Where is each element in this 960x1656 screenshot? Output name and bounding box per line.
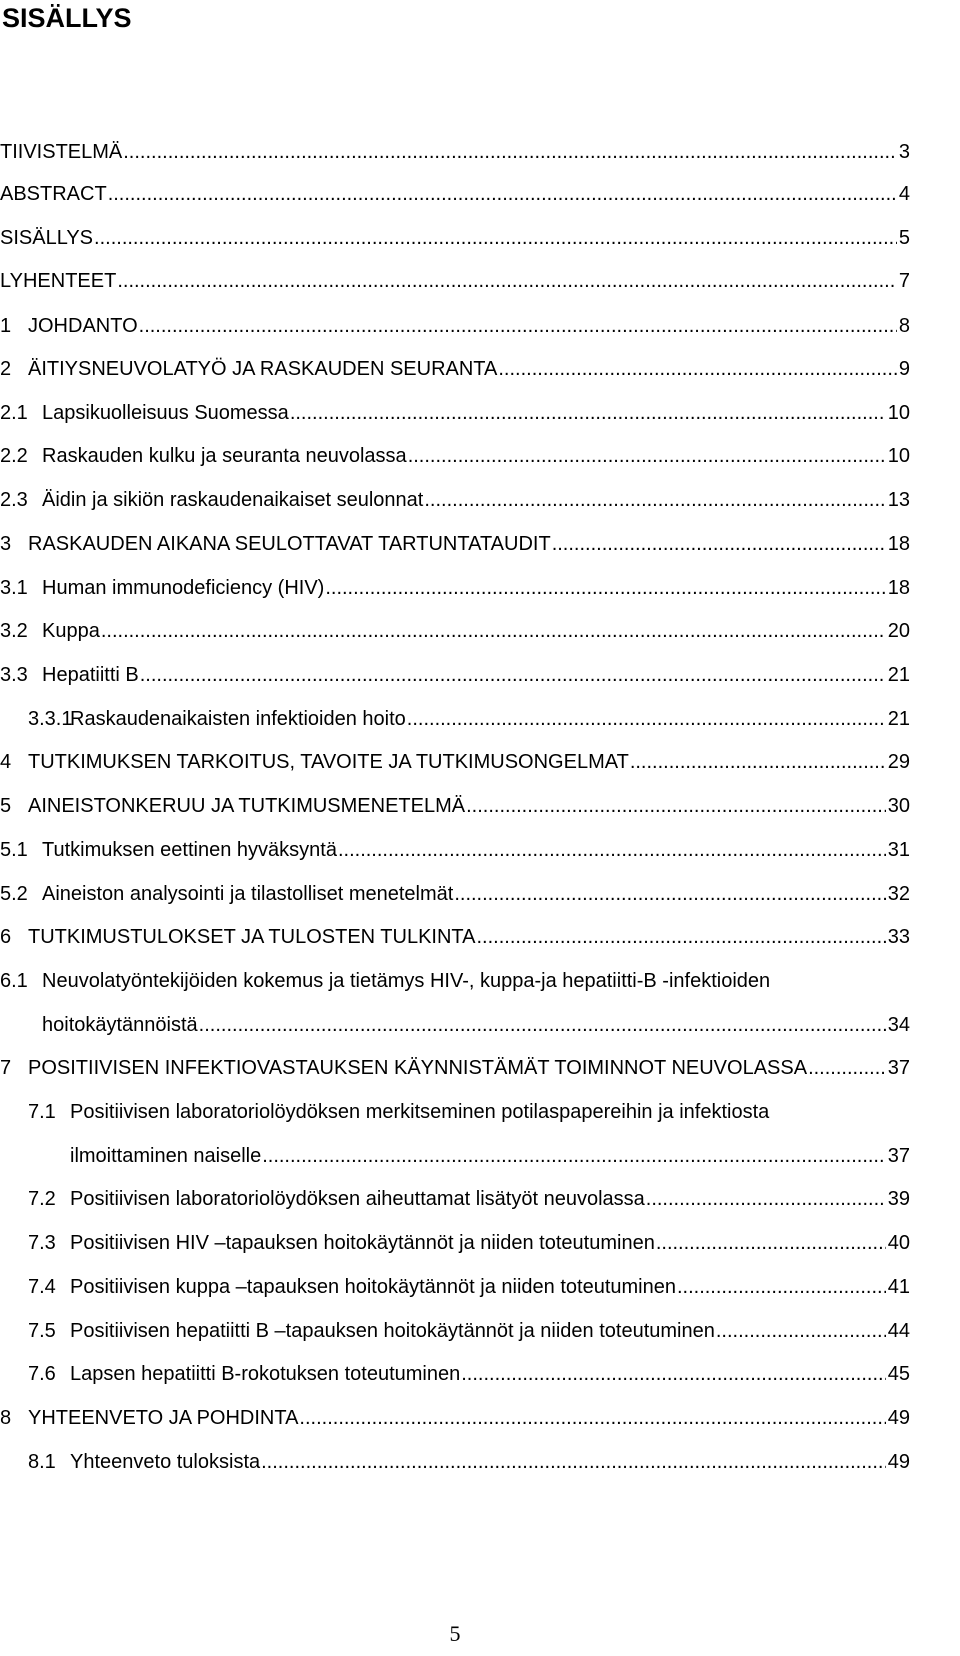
toc-page: 18	[887, 577, 910, 599]
toc-label: ABSTRACT	[0, 183, 107, 205]
toc-page: 37	[887, 1145, 910, 1167]
toc-entry[interactable]	[28, 1317, 910, 1345]
toc-number: 3	[0, 533, 12, 555]
toc-entry-line2[interactable]	[70, 1142, 910, 1170]
toc-number: 5	[0, 795, 12, 817]
toc-label: Yhteenveto tuloksista	[70, 1451, 261, 1473]
toc-entry[interactable]	[0, 530, 910, 558]
toc-entry[interactable]	[0, 1054, 910, 1082]
toc-page: 7	[898, 270, 910, 292]
toc-label: Hepatiitti B	[42, 664, 139, 686]
leader-dots	[117, 267, 897, 295]
toc-label: TUTKIMUKSEN TARKOITUS, TAVOITE JA TUTKIMUSONGELMAT	[28, 751, 629, 773]
toc-entry[interactable]	[0, 138, 910, 166]
toc-page: 41	[887, 1276, 910, 1298]
toc-entry[interactable]	[0, 1404, 910, 1432]
toc-label: Positiivisen hepatiitti B –tapauksen hoitokäytännöt ja niiden toteutuminen	[70, 1320, 715, 1342]
toc-label: LYHENTEET	[0, 270, 117, 292]
toc-entry[interactable]	[28, 1185, 910, 1213]
toc-number: 5.2	[0, 883, 28, 905]
leader-dots	[262, 1142, 886, 1170]
toc-number: 2.1	[0, 402, 28, 424]
toc-label: Human immunodeficiency (HIV)	[42, 577, 325, 599]
toc-page: 33	[887, 926, 910, 948]
leader-dots	[139, 312, 897, 340]
leader-dots	[552, 530, 886, 558]
toc-label: Positiivisen HIV –tapauksen hoitokäytännöt ja niiden toteutuminen	[70, 1232, 655, 1254]
toc-entry[interactable]	[0, 661, 910, 689]
toc-entry[interactable]	[0, 836, 910, 864]
toc-page: 37	[887, 1057, 910, 1079]
toc-page: 18	[887, 533, 910, 555]
toc-number: 7.3	[28, 1232, 56, 1254]
toc-entry[interactable]	[28, 1448, 910, 1476]
leader-dots	[108, 180, 897, 208]
toc-number: 2.2	[0, 445, 28, 467]
toc-page: 29	[887, 751, 910, 773]
toc-entry[interactable]	[0, 880, 910, 908]
toc-label: YHTEENVETO JA POHDINTA	[28, 1407, 299, 1429]
toc-entry[interactable]	[0, 748, 910, 776]
toc-page: 40	[887, 1232, 910, 1254]
toc-entry[interactable]	[28, 1229, 910, 1257]
toc-label: Positiivisen laboratoriolöydöksen merkitseminen potilaspapereihin ja infektiosta	[70, 1101, 770, 1123]
toc-label: Raskauden kulku ja seuranta neuvolassa	[42, 445, 407, 467]
leader-dots	[677, 1273, 886, 1301]
leader-dots	[140, 661, 886, 689]
toc-page: 3	[898, 141, 910, 163]
toc-entry[interactable]	[28, 1360, 910, 1388]
leader-dots	[716, 1317, 886, 1345]
toc-label: Neuvolatyöntekijöiden kokemus ja tietämys HIV-, kuppa-ja hepatiitti-B -infektioiden	[42, 970, 771, 992]
page-title: SISÄLLYS	[2, 3, 132, 33]
toc-page: 20	[887, 620, 910, 642]
toc-entry-line1[interactable]	[28, 1098, 910, 1126]
toc-entry-line1[interactable]	[0, 967, 910, 995]
toc-entry[interactable]	[0, 180, 910, 208]
leader-dots	[199, 1011, 886, 1039]
toc-number: 7	[0, 1057, 12, 1079]
toc-number: 2	[0, 358, 12, 380]
toc-page: 21	[887, 708, 910, 730]
toc-number: 5.1	[0, 839, 28, 861]
toc-entry[interactable]	[0, 442, 910, 470]
toc-page: 44	[887, 1320, 910, 1342]
toc-entry[interactable]	[0, 486, 910, 514]
toc-page: 34	[887, 1014, 910, 1036]
leader-dots	[299, 1404, 885, 1432]
toc-number: 7.4	[28, 1276, 56, 1298]
toc-number: 3.3	[0, 664, 28, 686]
toc-entry[interactable]	[0, 923, 910, 951]
toc-label: Lapsikuolleisuus Suomessa	[42, 402, 289, 424]
leader-dots	[338, 836, 886, 864]
leader-dots	[461, 1360, 886, 1388]
leader-dots	[408, 442, 886, 470]
toc-page: 49	[887, 1407, 910, 1429]
toc-entry[interactable]	[0, 312, 910, 340]
toc-entry[interactable]	[0, 355, 910, 383]
toc-label: Lapsen hepatiitti B-rokotuksen toteutuminen	[70, 1363, 461, 1385]
toc-entry[interactable]	[0, 617, 910, 645]
toc-entry[interactable]	[0, 267, 910, 295]
toc-label-continued: hoitokäytännöistä	[42, 1014, 198, 1036]
toc-label: AINEISTONKERUU JA TUTKIMUSMENETELMÄ	[28, 795, 466, 817]
toc-label: Äidin ja sikiön raskaudenaikaiset seulonnat	[42, 489, 424, 511]
toc-number: 6	[0, 926, 12, 948]
toc-number: 7.1	[28, 1101, 56, 1123]
toc-number: 7.6	[28, 1363, 56, 1385]
toc-label: Kuppa	[42, 620, 100, 642]
leader-dots	[498, 355, 897, 383]
toc-label: Positiivisen kuppa –tapauksen hoitokäytännöt ja niiden toteutuminen	[70, 1276, 676, 1298]
toc-label: JOHDANTO	[28, 315, 138, 337]
toc-entry[interactable]	[0, 792, 910, 820]
leader-dots	[656, 1229, 886, 1257]
toc-page: 31	[887, 839, 910, 861]
toc-number: 4	[0, 751, 12, 773]
toc-page: 45	[887, 1363, 910, 1385]
toc-number: 8.1	[28, 1451, 56, 1473]
toc-label: SISÄLLYS	[0, 227, 94, 249]
toc-label: Raskaudenaikaisten infektioiden hoito	[70, 708, 406, 730]
toc-label: RASKAUDEN AIKANA SEULOTTAVAT TARTUNTATAUDIT	[28, 533, 551, 555]
leader-dots	[101, 617, 886, 645]
leader-dots	[454, 880, 885, 908]
leader-dots	[325, 574, 885, 602]
toc-page: 10	[887, 445, 910, 467]
toc-entry[interactable]	[28, 1273, 910, 1301]
leader-dots	[466, 792, 886, 820]
toc-page: 5	[898, 227, 910, 249]
toc-label: TIIVISTELMÄ	[0, 141, 123, 163]
toc-entry[interactable]	[28, 705, 910, 733]
toc-number: 6.1	[0, 970, 28, 992]
toc-number: 3.2	[0, 620, 28, 642]
toc-page: 39	[887, 1188, 910, 1210]
leader-dots	[407, 705, 886, 733]
toc-number: 8	[0, 1407, 12, 1429]
toc-page: 30	[887, 795, 910, 817]
toc-number: 2.3	[0, 489, 28, 511]
toc-label-continued: ilmoittaminen naiselle	[70, 1145, 262, 1167]
toc-entry[interactable]	[0, 399, 910, 427]
toc-label: Positiivisen laboratoriolöydöksen aiheuttamat lisätyöt neuvolassa	[70, 1188, 645, 1210]
leader-dots	[123, 138, 897, 166]
leader-dots	[94, 224, 897, 252]
leader-dots	[261, 1448, 886, 1476]
toc-label: ÄITIYSNEUVOLATYÖ JA RASKAUDEN SEURANTA	[28, 358, 498, 380]
leader-dots	[808, 1054, 886, 1082]
leader-dots	[646, 1185, 886, 1213]
toc-page: 21	[887, 664, 910, 686]
toc-number: 7.5	[28, 1320, 56, 1342]
leader-dots	[477, 923, 886, 951]
toc-page: 49	[887, 1451, 910, 1473]
toc-page: 32	[887, 883, 910, 905]
toc-entry[interactable]	[0, 224, 910, 252]
page-number: 5	[449, 1621, 461, 1646]
toc-number: 3.1	[0, 577, 28, 599]
leader-dots	[290, 399, 886, 427]
toc-page: 10	[887, 402, 910, 424]
toc-page: 13	[887, 489, 910, 511]
toc-entry-line2[interactable]	[42, 1011, 910, 1039]
toc-label: Tutkimuksen eettinen hyväksyntä	[42, 839, 337, 861]
toc-page: 4	[898, 183, 910, 205]
toc-entry[interactable]	[0, 574, 910, 602]
toc-page: 9	[898, 358, 910, 380]
toc-page: 8	[898, 315, 910, 337]
toc-label: Aineiston analysointi ja tilastolliset menetelmät	[42, 883, 454, 905]
toc-label: POSITIIVISEN INFEKTIOVASTAUKSEN KÄYNNISTÄMÄT TOIMINNOT NEUVOLASSA	[28, 1057, 808, 1079]
toc-number: 3.3.1	[28, 708, 73, 730]
toc-label: TUTKIMUSTULOKSET JA TULOSTEN TULKINTA	[28, 926, 476, 948]
leader-dots	[630, 748, 886, 776]
toc-number: 1	[0, 315, 12, 337]
leader-dots	[424, 486, 885, 514]
toc-number: 7.2	[28, 1188, 56, 1210]
